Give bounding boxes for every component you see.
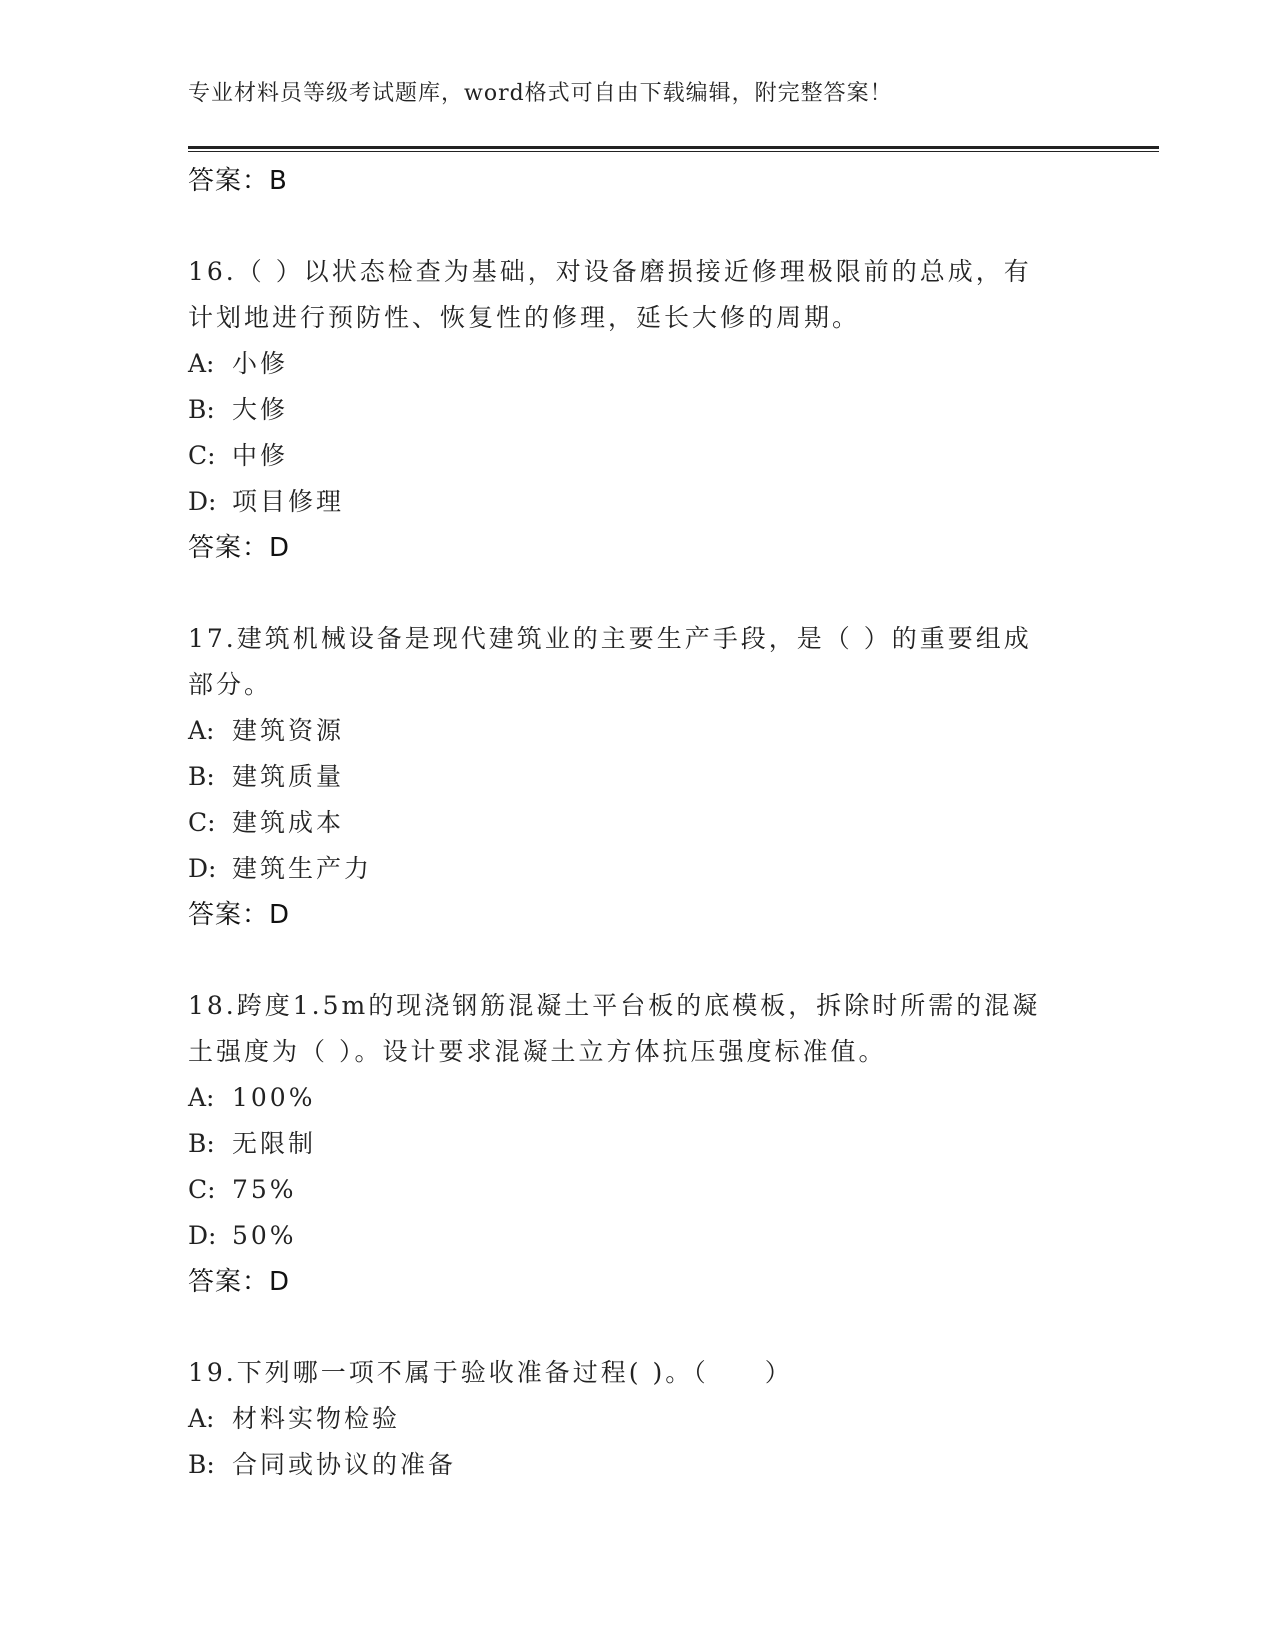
option-key: A: — [188, 1083, 215, 1112]
option-b — [188, 387, 1088, 433]
question-stem-line: 18.跨度1.5m的现浇钢筋混凝土平台板的底模板，拆除时所需的混凝 — [188, 991, 1041, 1020]
option-text: 建筑质量 — [232, 762, 345, 791]
option-text: 小修 — [232, 349, 289, 378]
option-c — [188, 433, 1088, 479]
option-b — [188, 754, 1088, 800]
answer-line: 答案：D — [188, 1267, 291, 1297]
option-a — [188, 708, 1088, 754]
option-text: 无限制 — [232, 1129, 317, 1158]
option-c — [188, 1167, 1088, 1213]
option-text: 材料实物检验 — [232, 1404, 401, 1433]
option-text: 50% — [232, 1221, 297, 1250]
option-key: C: — [188, 808, 216, 837]
option-key: C: — [188, 1175, 216, 1204]
option-text: 项目修理 — [232, 487, 345, 516]
question-stem-line: 19.下列哪一项不属于验收准备过程( )。（ ） — [188, 1358, 793, 1387]
option-b — [188, 1121, 1088, 1167]
option-a — [188, 1396, 1088, 1442]
option-key: A: — [188, 1404, 215, 1433]
header-divider-thin — [188, 151, 1159, 152]
option-text: 100% — [232, 1083, 316, 1112]
option-key: A: — [188, 349, 215, 378]
option-text: 75% — [232, 1175, 297, 1204]
option-text: 建筑资源 — [232, 716, 345, 745]
option-key: B: — [188, 1129, 215, 1158]
option-a — [188, 341, 1088, 387]
option-text: 中修 — [232, 441, 289, 470]
question-17 — [188, 616, 1088, 938]
header-divider — [188, 146, 1159, 149]
option-key: C: — [188, 441, 216, 470]
option-key: A: — [188, 716, 215, 745]
question-16 — [188, 249, 1088, 571]
option-d — [188, 479, 1088, 525]
option-key: B: — [188, 395, 215, 424]
question-stem-line: 16.（ ）以状态检查为基础，对设备磨损接近修理极限前的总成，有 — [188, 257, 1032, 286]
question-stem-line: 部分。 — [188, 670, 273, 699]
previous-answer: 答案：B — [188, 166, 288, 196]
question-18 — [188, 983, 1088, 1305]
answer-line: 答案：D — [188, 533, 291, 563]
option-d — [188, 1213, 1088, 1259]
option-key: D: — [188, 487, 217, 516]
answer-line: 答案：D — [188, 900, 291, 930]
option-c — [188, 800, 1088, 846]
option-text: 建筑成本 — [232, 808, 345, 837]
option-d — [188, 846, 1088, 892]
question-list — [188, 158, 1088, 1488]
question-stem-line: 计划地进行预防性、恢复性的修理，延长大修的周期。 — [188, 303, 861, 332]
option-key: D: — [188, 854, 217, 883]
option-key: B: — [188, 762, 215, 791]
option-key: B: — [188, 1450, 215, 1479]
option-key: D: — [188, 1221, 217, 1250]
option-text: 合同或协议的准备 — [232, 1450, 457, 1479]
option-b — [188, 1442, 1088, 1488]
page-header: 专业材料员等级考试题库，word格式可自由下载编辑，附完整答案！ — [188, 81, 893, 106]
question-stem-line: 土强度为（ ）。设计要求混凝土立方体抗压强度标准值。 — [188, 1037, 887, 1066]
question-stem-line: 17.建筑机械设备是现代建筑业的主要生产手段，是（ ）的重要组成 — [188, 624, 1032, 653]
question-19 — [188, 1350, 1088, 1488]
option-a — [188, 1075, 1088, 1121]
option-text: 大修 — [232, 395, 289, 424]
option-text: 建筑生产力 — [232, 854, 373, 883]
